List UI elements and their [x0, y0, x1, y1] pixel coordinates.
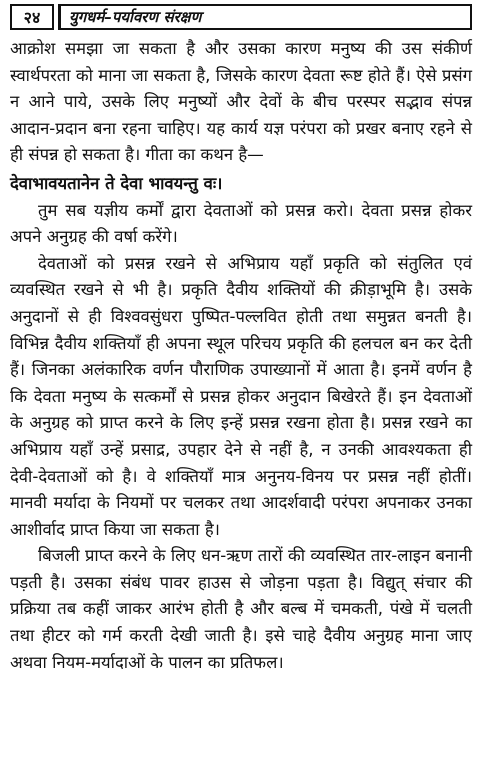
page-header	[10, 4, 472, 30]
running-title: युगधर्म–पर्यावरण संरक्षण	[58, 4, 472, 30]
paragraph-nature-deities: देवताओं को प्रसन्न रखने से अभिप्राय यहाँ प्रकृति को संतुलित एवं व्यवस्थित रखने से भी है। प्रकृति दैवीय शक्तियों की क्रीड़ाभूमि है। उसके अनुदानों से ही विश्ववसुंधरा पुष्पित-पल्लवित होती तथा समुन्नत बनती है। विभिन्न दैवीय शक्तियाँ ही अपना स्थूल परिचय प्रकृति की हलचल बन कर देती हैं। जिनका अलंकारिक वर्णन पौराणिक उपाख्यानों में आता है। इनमें वर्णन है कि देवता मनुष्य के सत्कर्मों से प्रसन्न होकर अनुदान बिखेरते हैं। इन देवताओं के अनुग्रह को प्राप्त करने के लिए इन्हें प्रसन्न रखना होता है। प्रसन्न रखने का अभिप्राय यहाँ उन्हें प्रसाद्र, उपहार देने से नहीं है, न उनकी आवश्यकता ही देवी-देवताओं को है। वे शक्तियाँ मात्र अनुनय-विनय पर प्रसन्न नहीं होतीं। मानवी मर्यादा के नियमों पर चलकर तथा आदर्शवादी परंपरा अपनाकर उनका आशीर्वाद प्राप्त किया जा सकता है।	[10, 253, 472, 539]
gita-verse: देवाभावयतानेन ते देवा भावयन्तु वः।	[10, 173, 223, 193]
page-number: २४	[10, 4, 54, 30]
paragraph-electricity-analogy: बिजली प्राप्त करने के लिए धन-ऋण तारों की व्यवस्थित तार-लाइन बनानी पड़ती है। उसका संबंध पावर हाउस से जोड़ना पड़ता है। विद्युत् संचार की प्रक्रिया तब कहीं जाकर आरंभ होती है और बल्ब में चमकती, पंखे में चलती तथा हीटर को गर्म करती देखी जाती है। इसे चाहे दैवीय अनुग्रह माना जाए अथवा नियम-मर्यादाओं के पालन का प्रतिफल।	[10, 546, 472, 672]
paragraph-continuation: आक्रोश समझा जा सकता है और उसका कारण मनुष्य की उस संकीर्ण स्वार्थपरता को माना जा सकता है, जिसके कारण देवता रूष्ट होते हैं। ऐसे प्रसंग न आने पाये, उसके लिए मनुष्यों और देवों के बीच परस्पर सद्भाव संपन्न आदान-प्रदान बना रहना चाहिए। यह कार्य यज्ञ परंपरा को प्रखर बनाए रहने से ही संपन्न हो सकता है। गीता का कथन है—	[10, 39, 472, 165]
paragraph-verse-meaning: तुम सब यज्ञीय कर्मों द्वारा देवताओं को प्रसन्न करो। देवता प्रसन्न होकर अपने अनुग्रह की वर्षा करेंगे।	[10, 200, 472, 247]
body-text	[10, 36, 472, 676]
